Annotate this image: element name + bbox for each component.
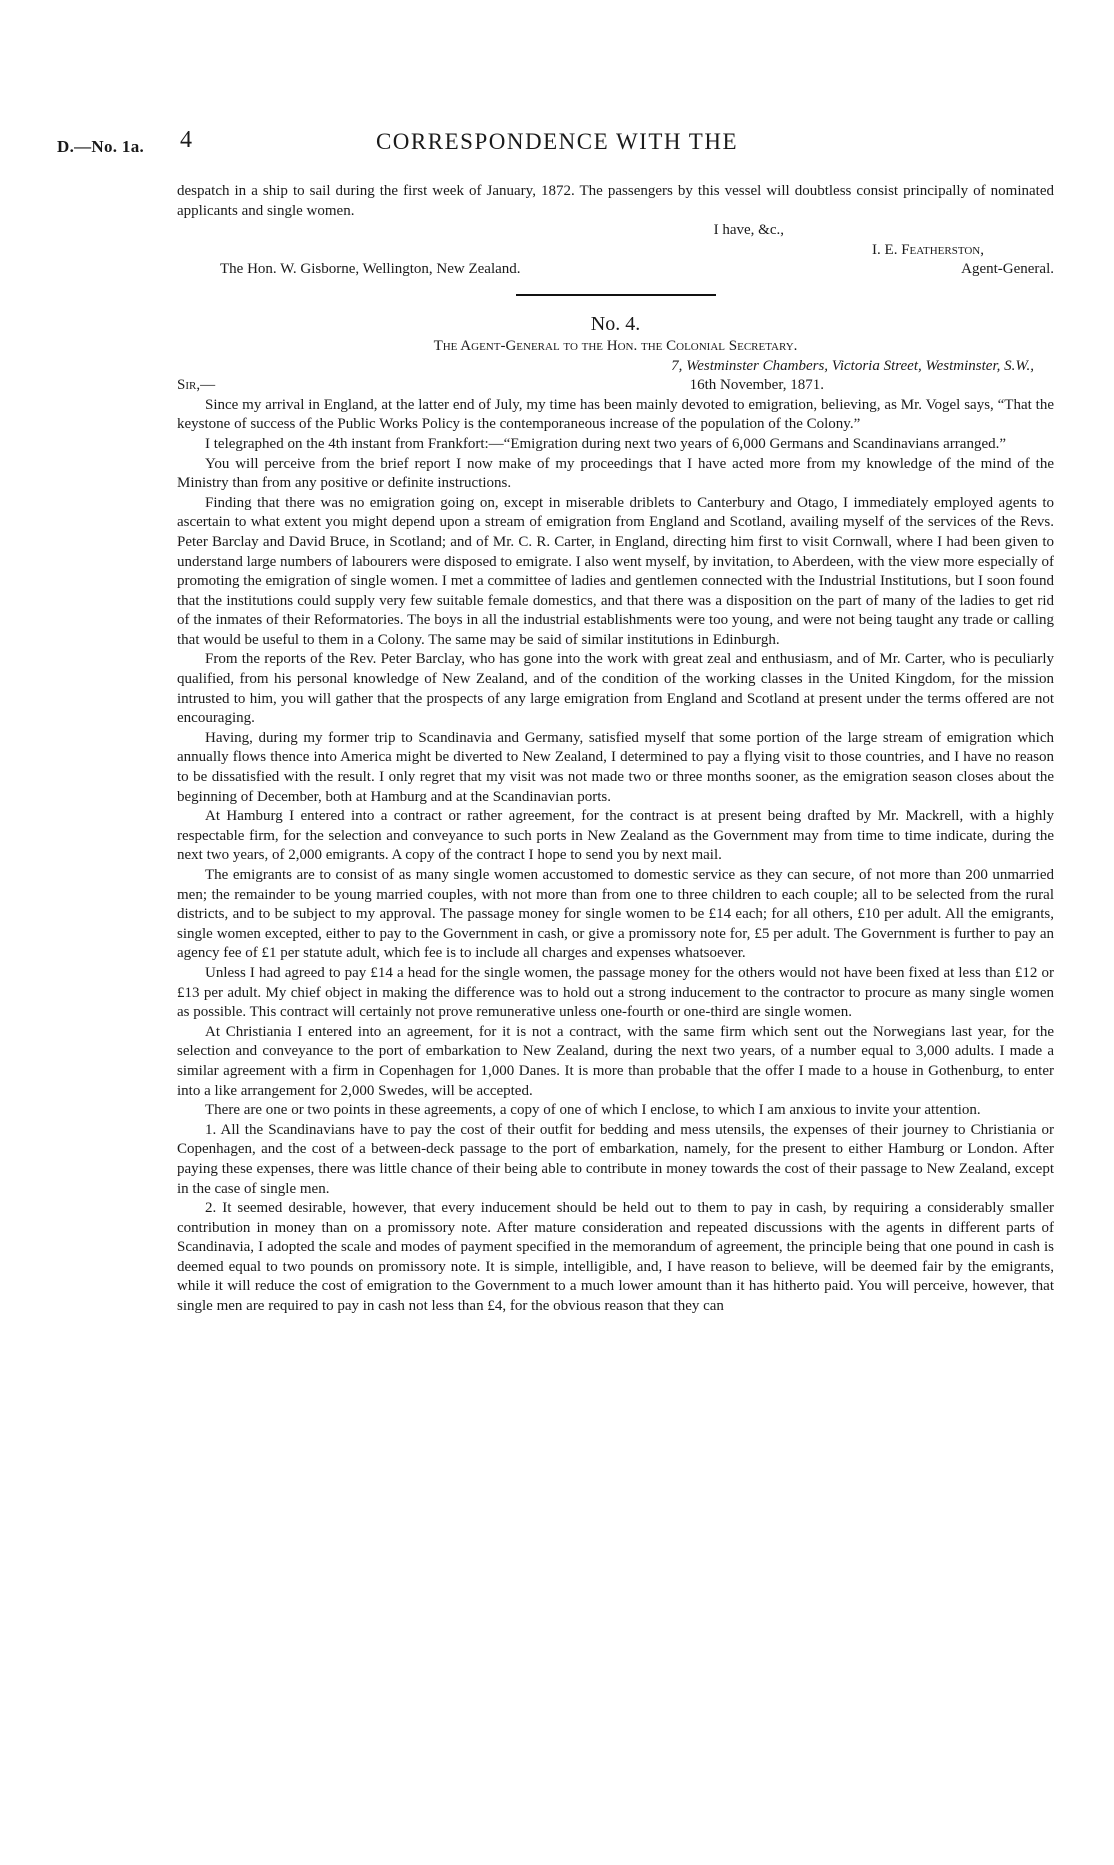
numbered-paragraph: 1. All the Scandinavians have to pay the cost of their outfit for bedding and mess utensils, the expenses of their journey to Christiania or Copenhagen, and the cost of a between-deck passage to the port of embarkation, namely, for the present to either Hamburg or London. After paying these expenses, there was little chance of their being able to contribute in money towards the cost of their passage to New Zealand, except in the case of single men. — [177, 1121, 1054, 1197]
page-body — [177, 182, 1054, 1317]
page-number: 4 — [180, 127, 192, 153]
addressee-line — [177, 260, 1054, 280]
salutation-date-line — [177, 376, 1054, 396]
letter-heading: The Agent-General to the Hon. the Colonial Secretary. — [433, 337, 798, 354]
section-rule — [516, 294, 716, 296]
paragraph: The emigrants are to consist of as many single women accustomed to domestic service as they can secure, of not more than 200 unmarried men; the remainder to be young married couples, with not more than from one to three children to each couple; all to be selected from the rural districts, and to be subject to my approval. The passage money for single women to be £14 each; for all others, £10 per adult. All the emigrants, single women excepted, either to pay to the Government in cash, or give a promissory note for, £5 per adult. The Government is further to pay an agency fee of £1 per statute adult, which fee is to include all charges and expenses whatsoever. — [177, 867, 1054, 962]
paragraph: Unless I had agreed to pay £14 a head for the single women, the passage money for the others would not have been fixed at less than £12 or £13 per adult. My chief object in making the difference was to hold out a strong inducement to the contractor to procure as many single women as possible. This contract will certainly not prove remunerative unless one-fourth or one-third are single women. — [177, 964, 1054, 1021]
previous-letter-tail: despatch in a ship to sail during the first week of January, 1872. The passengers by this vessel will doubtless consist principally of nominated applicants and single women. — [177, 183, 1054, 219]
paragraph: Having, during my former trip to Scandinavia and Germany, satisfied myself that some portion of the large stream of emigration which annually flows thence into America might be diverted to New Zealand, I determined to pay a flying visit to those countries, and I have no reason to be dissatisfied with the result. I only regret that my visit was not made two or three months sooner, as the emigration season closes about the beginning of December, both at Hamburg and at the Scandinavian ports. — [177, 729, 1054, 805]
paragraph: There are one or two points in these agreements, a copy of one of which I enclose, to which I am anxious to invite your attention. — [205, 1102, 981, 1119]
closing-phrase: I have, &c., — [713, 222, 784, 239]
letter-number: No. 4. — [590, 312, 641, 335]
numbered-paragraph: 2. It seemed desirable, however, that every inducement should be held out to them to pay in cash, by requiring a considerably smaller contribution in money than on a promissory note. After mature consideration and repeated discussions with the agents in different parts of Scandinavia, I adopted the scale and modes of payment specified in the memorandum of agreement, the principle being that one pound in cash is deemed equal to two pounds on promissory note. It is simple, intelligible, and, I have reason to believe, will be deemed fair by the emigrants, while it will reduce the cost of emigration to the Government to a much lower amount than it has hitherto paid. You will perceive, however, that single men are required to pay in cash not less than £4, for the obvious reason that they can — [177, 1200, 1054, 1315]
salutation: Sir,— — [177, 377, 216, 394]
letter-date: 16th November, 1871. — [689, 377, 824, 394]
paragraph: At Christiania I entered into an agreement, for it is not a contract, with the same firm which sent out the Norwegians last year, for the selection and conveyance to the port of embarkation to New Zealand, during the next two years, of a number equal to 3,000 adults. I made a similar agreement with a firm in Copenhagen for 1,000 Danes. It is more than probable that the offer I made to a house in Gothenburg, to enter into a like arrangement for 2,000 Swedes, will be accepted. — [177, 1023, 1054, 1099]
signatory-title: Agent-General. — [961, 261, 1054, 278]
addressee: The Hon. W. Gisborne, Wellington, New Zealand. — [220, 261, 521, 278]
paragraph: At Hamburg I entered into a contract or rather agreement, for the contract is at present being drafted by Mr. Mackrell, with a highly respectable firm, for the selection and conveyance to such ports in New Zealand as the Government may from time to time indicate, during the next two years, of 2,000 emigrants. A copy of the contract I hope to send you by next mail. — [177, 808, 1054, 864]
document-reference: D.—No. 1a. — [57, 137, 145, 156]
signature: I. E. Featherston, — [872, 241, 984, 258]
running-title: CORRESPONDENCE WITH THE — [375, 129, 739, 154]
paragraph: Since my arrival in England, at the latter end of July, my time has been mainly devoted to emigration, believing, as Mr. Vogel says, “That the keystone of success of the Public Works Policy is the contemporaneous increase of the population of the Colony.” — [177, 396, 1054, 433]
letter-address: 7, Westminster Chambers, Victoria Street, Westminster, S.W., — [671, 357, 1034, 374]
paragraph: Finding that there was no emigration going on, except in miserable driblets to Canterbury and Otago, I immediately employed agents to ascertain to what extent you might depend upon a stream of emigration from England and Scotland, availing myself of the services of the Revs. Peter Barclay and David Bruce, in Scotland; and of Mr. C. R. Carter, in England, directing him first to visit Cornwall, where I had been given to understand large numbers of labourers were disposed to emigrate. I also went myself, by invitation, to Aberdeen, with the view more especially of promoting the emigration of single women. I met a committee of ladies and gentlemen connected with the Industrial Institutions, but I soon found that the institutions could supply very few suitable female domestics, and that there was a disposition on the part of many of the ladies to get rid of the inmates of their Reformatories. The boys in all the industrial establishments were too young, and were not being taught any trade or calling that would be useful to them in a Colony. The same may be said of similar institutions in Edinburgh. — [177, 494, 1054, 648]
paragraph: From the reports of the Rev. Peter Barclay, who has gone into the work with great zeal and enthusiasm, and of Mr. Carter, who is peculiarly qualified, from his personal knowledge of New Zealand, and of the condition of the working classes in the United Kingdom, for the mission intrusted to him, you will gather that the prospects of any large emigration from England and Scotland at present under the terms offered are not encouraging. — [177, 651, 1054, 727]
paragraph: I telegraphed on the 4th instant from Frankfort:—“Emigration during next two years of 6,000 Germans and Scandinavians arranged.” — [205, 435, 1007, 452]
running-header — [0, 127, 1114, 165]
paragraph: You will perceive from the brief report I now make of my proceedings that I have acted more from my knowledge of the mind of the Ministry than from any positive or definite instructions. — [177, 455, 1054, 492]
